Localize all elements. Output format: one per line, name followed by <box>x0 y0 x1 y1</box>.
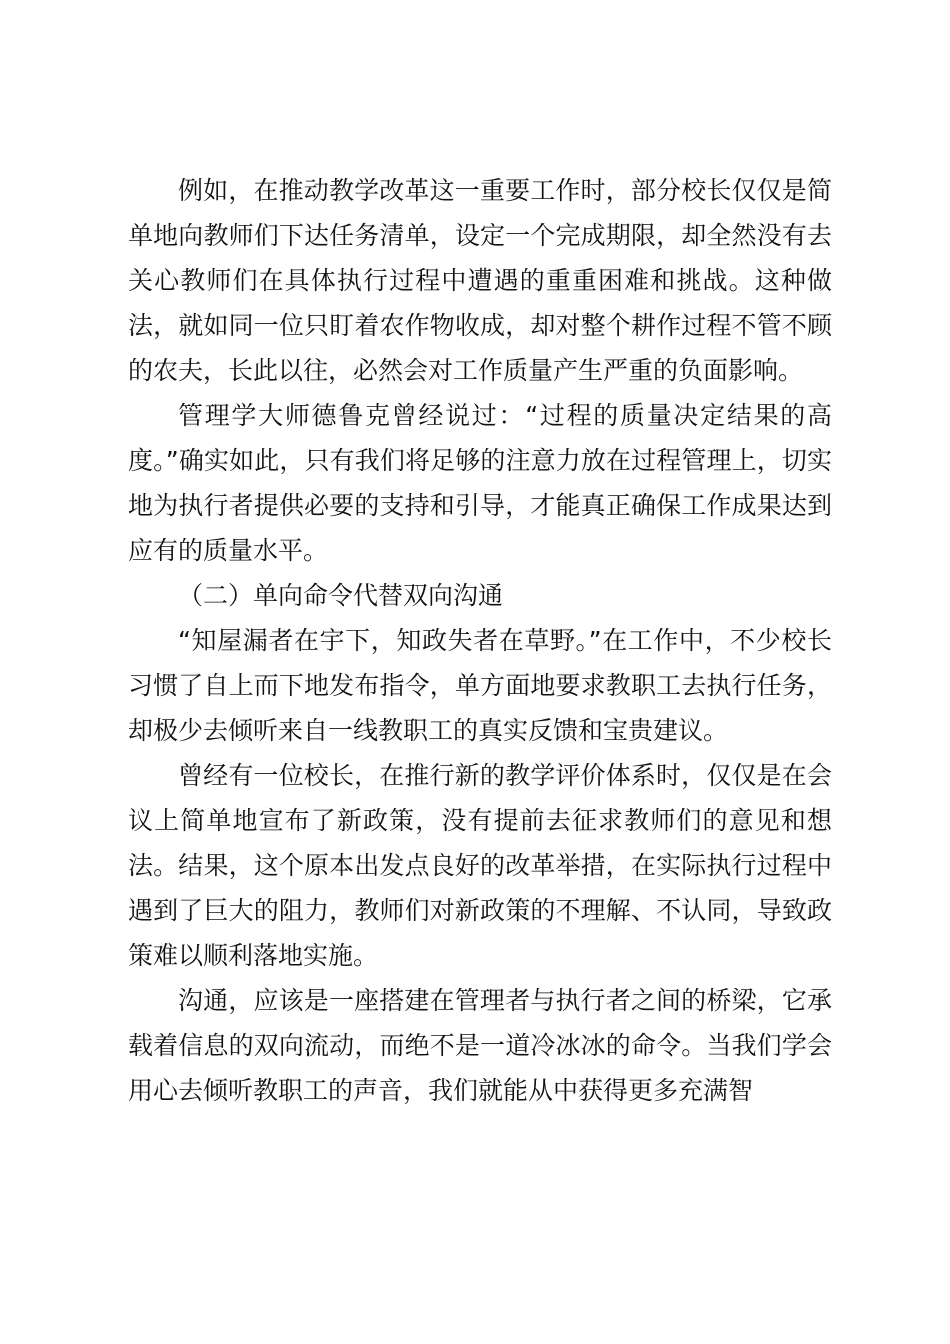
paragraph-line: 果达到应有的质量水平。 <box>128 491 832 565</box>
paragraph-line: 度。”确实如此，只有我们将足够的注意力放在过程管理上， <box>128 446 782 475</box>
paragraph-line: 种做法，就如同一位只盯着农作物收成，却对整个耕作过程不 <box>128 266 832 340</box>
paragraph-line: “知屋漏者在宇下，知政失者在草野。”在工作中，不少校 <box>178 626 807 655</box>
paragraph-line: 曾经有一位校长，在推行新的教学评价体系时，仅仅是在 <box>178 761 807 790</box>
paragraph-line: 简单地向教师们下达任务清单，设定一个完成期限，却全然没 <box>128 176 832 250</box>
paragraph-line: 切实地为执行者提供必要的支持和引导，才能真正确保工作成 <box>128 446 832 520</box>
paragraph-line: 管不顾的农夫，长此以往，必然会对工作质量产生严重的负面 <box>128 311 832 385</box>
paragraph-line: 程中遇到了巨大的阻力，教师们对新政策的不理解、不认同， <box>128 851 832 925</box>
paragraph-2 <box>128 393 832 573</box>
paragraph-line: 长习惯了自上而下地发布指令，单方面地要求教职工去执行任 <box>128 626 832 700</box>
paragraph-line: 导致政策难以顺利落地实施。 <box>128 896 832 970</box>
paragraph-line: 有去关心教师们在具体执行过程中遭遇的重重困难和挑战。这 <box>128 221 832 295</box>
paragraph-line: 例如，在推动教学改革这一重要工作时，部分校长仅仅是 <box>178 176 807 205</box>
paragraph-4 <box>128 753 832 978</box>
paragraph-line: 沟通，应该是一座搭建在管理者与执行者之间的桥梁，它 <box>178 986 807 1015</box>
paragraph-line: 影响。 <box>728 356 804 385</box>
paragraph-5 <box>128 978 832 1113</box>
paragraph-line: 学会用心去倾听教职工的声音，我们就能从中获得更多充满智 <box>128 1031 832 1105</box>
paragraph-line: 承载着信息的双向流动，而绝不是一道冷冰冰的命令。当我们 <box>128 986 832 1060</box>
paragraph-1 <box>128 168 832 393</box>
document-page <box>128 168 832 1113</box>
paragraph-line: 管理学大师德鲁克曾经说过：“过程的质量决定结果的高 <box>178 401 832 430</box>
paragraph-line: 想法。结果，这个原本出发点良好的改革举措，在实际执行过 <box>128 806 832 880</box>
paragraph-line: 务，却极少去倾听来自一线教职工的真实反馈和宝贵建议。 <box>128 671 832 745</box>
paragraph-3 <box>128 618 832 753</box>
paragraph-line: 会议上简单地宣布了新政策，没有提前去征求教师们的意见和 <box>128 761 832 835</box>
section-heading: （二）单向命令代替双向沟通 <box>178 581 504 610</box>
